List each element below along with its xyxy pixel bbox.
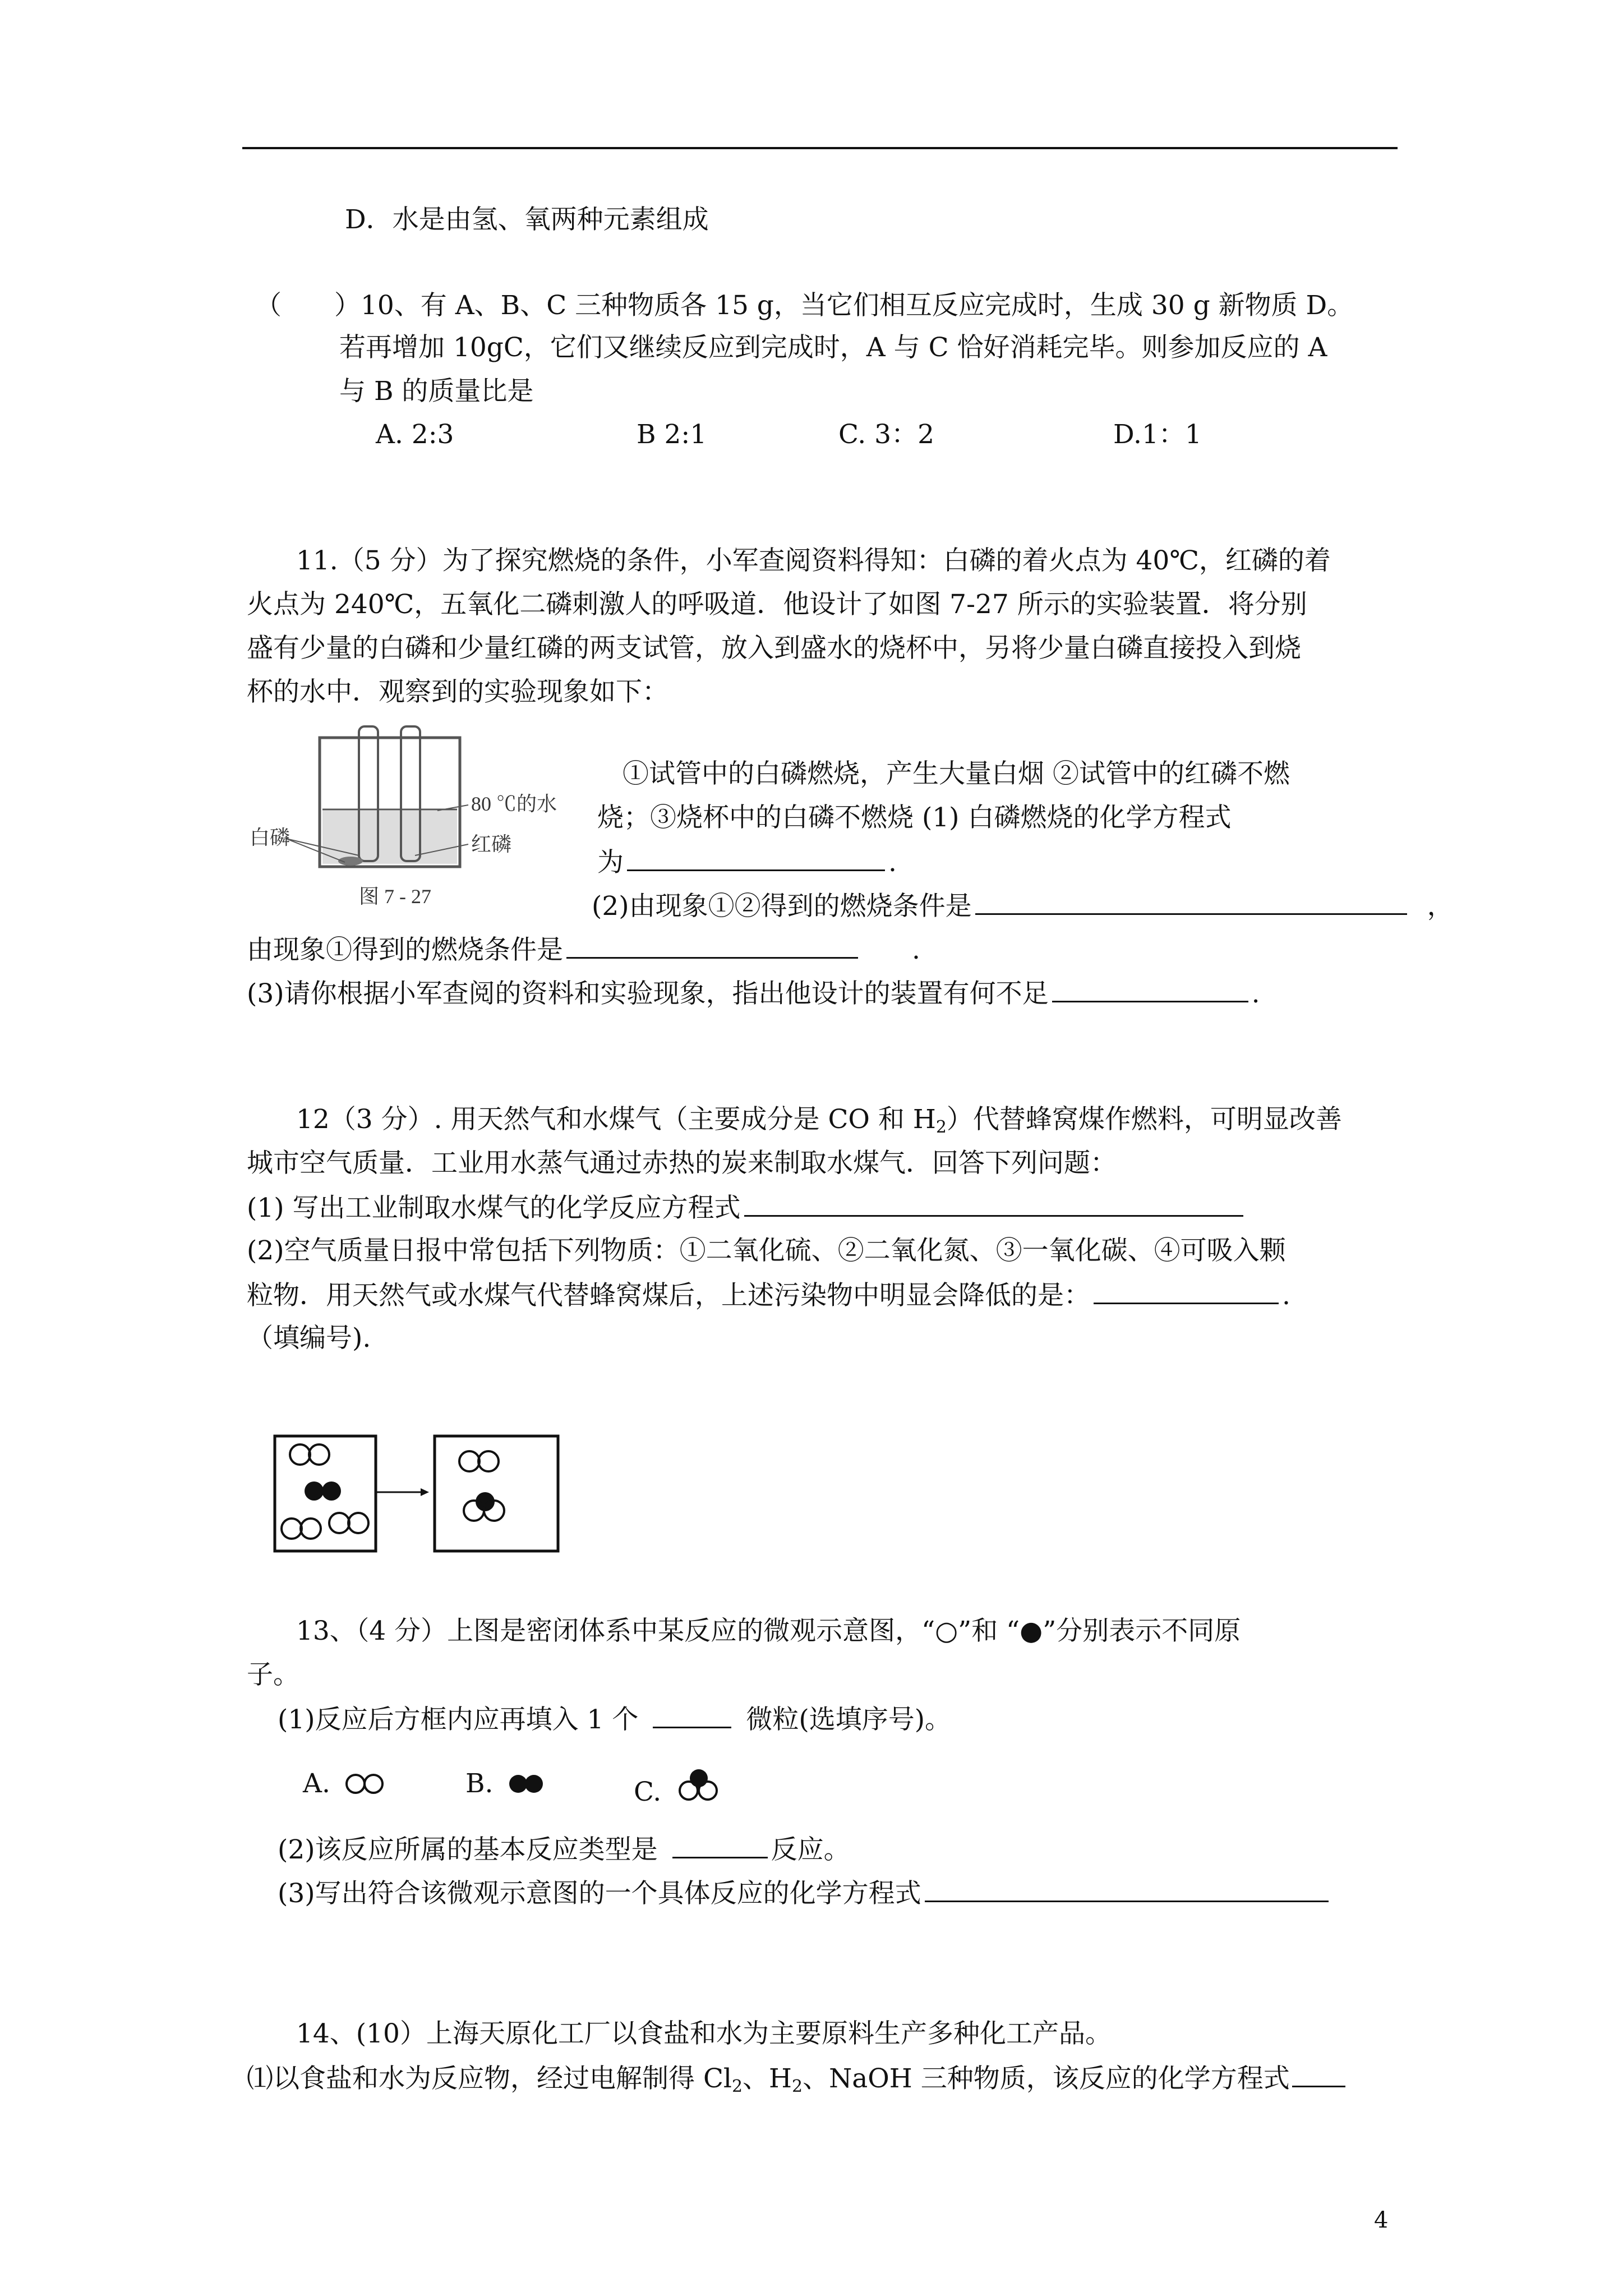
label-white-phosphorus: 白磷 xyxy=(250,826,291,849)
beaker-figure xyxy=(247,721,572,920)
figure-caption: 图 7 - 27 xyxy=(359,885,431,908)
q11-part-2b: 由现象①得到的燃烧条件是 . xyxy=(247,932,920,967)
q10-line-2: 若再增加 10gC，它们又继续反应到完成时，A 与 C 恰好消耗完毕。则参加反应的 A xyxy=(339,332,1327,363)
q11-line-4: 杯的水中．观察到的实验现象如下： xyxy=(247,677,668,707)
q11-part-3: (3)请你根据小军查阅的资料和实验现象，指出他设计的装置有何不足 . xyxy=(247,976,1260,1011)
q13-part-2: (2)该反应所属的基本反应类型是 反应。 xyxy=(278,1832,850,1867)
label-water: 80 ℃的水 xyxy=(471,793,557,815)
q10-line-3: 与 B 的质量比是 xyxy=(339,376,534,407)
page-number: 4 xyxy=(1374,2207,1389,2233)
label-red-phosphorus: 红磷 xyxy=(471,833,512,855)
particle-triatomic-icon xyxy=(670,1767,731,1806)
q12-line-3: (1) 写出工业制取水煤气的化学反应方程式 xyxy=(247,1190,1247,1225)
q13-part-3: (3)写出符合该微观示意图的一个具体反应的化学方程式 xyxy=(278,1876,1332,1911)
q13-part-1: (1)反应后方框内应再填入 1 个 微粒(选填序号)。 xyxy=(278,1702,951,1737)
particle-two-open-icon xyxy=(339,1770,395,1798)
q14-line-2: ⑴以食盐和水为反应物，经过电解制得 $Cl_2$、$H_2$、NaOH 三种物质，该反应的化学方程式 xyxy=(247,2061,1349,2104)
q14-line-1: 14、(10）上海天原化工厂以食盐和水为主要原料生产多种化工产品。 xyxy=(296,2018,1112,2049)
q10-option-b[interactable]: B 2:1 xyxy=(637,419,707,450)
q11-obs-line-1: ①试管中的白磷燃烧，产生大量白烟 ②试管中的红磷不燃 xyxy=(623,758,1290,789)
q13-option-a[interactable]: A. xyxy=(303,1767,395,1801)
answer-blank-condition-2[interactable] xyxy=(566,932,858,959)
q11-obs-line-2: 烧；③烧杯中的白磷不燃烧 (1) 白磷燃烧的化学方程式 xyxy=(597,802,1232,833)
q12-line-2: 城市空气质量．工业用水蒸气通过赤热的炭来制取水煤气．回答下列问题： xyxy=(247,1148,1117,1179)
q13-line-2: 子。 xyxy=(247,1659,299,1690)
q12-line-5: 粒物．用天然气或水煤气代替蜂窝煤后，上述污染物中明显会降低的是： . xyxy=(247,1278,1290,1313)
answer-blank-electrolysis[interactable] xyxy=(1292,2061,1345,2087)
q11-line-3: 盛有少量的白磷和少量红磷的两支试管，放入到盛水的烧杯中，另将少量白磷直接投入到烧 xyxy=(247,633,1301,664)
q11-obs-line-3: 为 . xyxy=(597,845,897,880)
answer-blank-deficiency[interactable] xyxy=(1052,976,1248,1002)
answer-blank-particle[interactable] xyxy=(653,1702,731,1728)
q11-line-1: 11.（5 分）为了探究燃烧的条件，小军查阅资料得知：白磷的着火点为 40℃，红磷的着 xyxy=(296,545,1331,576)
q9-option-d: D．水是由氢、氧两种元素组成 xyxy=(345,204,709,235)
header-rule xyxy=(242,147,1398,149)
q13-option-b[interactable]: B. xyxy=(465,1767,557,1801)
q13-option-c[interactable]: C. xyxy=(634,1767,731,1809)
answer-blank-reaction-type[interactable] xyxy=(672,1832,768,1858)
q13-line-1: 13、（4 分）上图是密闭体系中某反应的微观示意图，“○”和 “●”分别表示不同原 xyxy=(296,1616,1241,1646)
q10-option-c[interactable]: C. 3：2 xyxy=(838,419,934,450)
answer-blank-pollutants[interactable] xyxy=(1094,1278,1279,1304)
answer-blank-specific-equation[interactable] xyxy=(925,1876,1329,1902)
particle-two-solid-icon xyxy=(501,1770,557,1798)
q12-line-6: （填编号). xyxy=(247,1323,371,1354)
q11-part-2: (2)由现象①②得到的燃烧条件是 ， xyxy=(592,889,1454,923)
answer-blank-condition-1[interactable] xyxy=(975,889,1407,915)
q10-option-a[interactable]: A. 2:3 xyxy=(376,419,454,450)
reaction-diagram xyxy=(272,1433,564,1573)
q10-line-1: （ ）10、有 A、B、C 三种物质各 15 g，当它们相互反应完成时，生成 30 g 新物质 D。 xyxy=(255,290,1354,321)
answer-blank-water-gas[interactable] xyxy=(744,1190,1243,1217)
answer-blank-equation[interactable] xyxy=(627,845,885,871)
answer-paren[interactable]: （ ） xyxy=(255,290,361,321)
q11-line-2: 火点为 240℃，五氧化二磷刺激人的呼吸道．他设计了如图 7-27 所示的实验装置．将分别 xyxy=(247,589,1307,620)
q10-option-d[interactable]: D.1：1 xyxy=(1113,419,1202,450)
q12-line-4: (2)空气质量日报中常包括下列物质：①二氧化硫、②二氧化氮、③一氧化碳、④可吸入颗 xyxy=(247,1235,1286,1266)
q12-line-1: 12（3 分）. 用天然气和水煤气（主要成分是 CO 和 $H_2$）代替蜂窝煤作燃料，可明显改善 xyxy=(296,1104,1342,1137)
